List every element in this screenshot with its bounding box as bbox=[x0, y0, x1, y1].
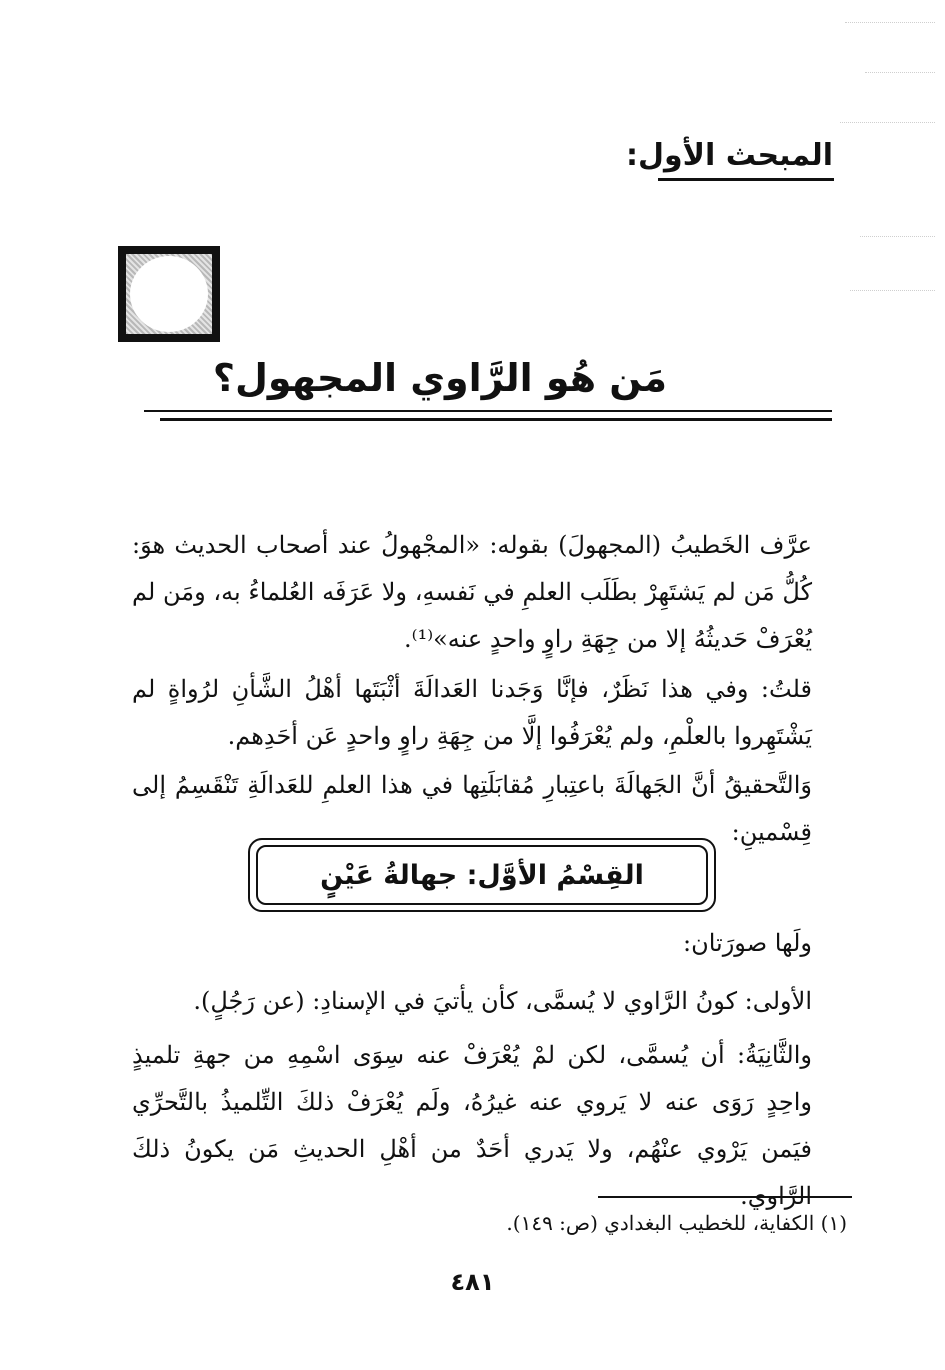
page-number: ٤٨١ bbox=[450, 1268, 495, 1296]
footnote: (١) الكفاية، للخطيب البغدادي (ص: ١٤٩). bbox=[506, 1211, 847, 1235]
paragraph-first-form: الأولى: كونُ الرَّاوي لا يُسمَّى، كأن يأتيَ في الإسنادِ: (عن رَجُلٍ). bbox=[193, 987, 812, 1015]
subsection-box bbox=[248, 838, 716, 912]
title-rule-top bbox=[144, 410, 832, 412]
footnote-separator bbox=[598, 1196, 852, 1198]
ornament-frame-icon bbox=[118, 246, 220, 342]
title-rule-bottom bbox=[160, 418, 832, 421]
paragraph-division: وَالتَّحقيقُ أنَّ الجَهالَةَ باعتِبارِ مُقابَلَتِها في هذا العلمِ للعَدالَةِ تَنْقَسِمُ إلى قِسْمينِ: bbox=[132, 771, 812, 846]
paragraph-forms-intro: ولَها صورَتان: bbox=[683, 929, 812, 957]
paragraph-critique: قلتُ: وفي هذا نَظَرٌ، فإنَّا وَجَدنا العَدالَةَ أثْبَتَها أهْلُ الشَّأنِ لرُواةٍ لم يَشْتَهِروا بالعلْمِ، ولم يُعْرَفُوا إلَّا من جِهَةِ راوٍ واحدٍ عَن أحَدِهم. bbox=[132, 675, 812, 750]
section-underline bbox=[658, 178, 834, 181]
subsection-title: القِسْمُ الأوَّل: جهالةُ عَيْنٍ bbox=[320, 859, 644, 891]
scan-marks bbox=[835, 10, 935, 330]
paragraph-definition: عرَّف الخَطيبُ (المجهولَ) بقوله: «المجْهولُ عند أصحاب الحديث هوَ: كُلُّ مَن لم يَشتَهِرْ بطَلَب العلمِ في نَفسهِ، ولا عَرَفَه العُلماءُ به، ومَن لم يُعْرَفْ حَديثُهُ إلا من جِهَةِ راوٍ واحدٍ عنه»⁽¹⁾. bbox=[132, 531, 812, 653]
paragraph-second-form: والثَّانِيَةُ: أن يُسمَّى، لكن لمْ يُعْرَفْ عنه سِوَى اسْمِهِ من جهةِ تلميذٍ واحِدٍ رَوَى عنه لا يَروي عنه غيرُهُ، ولَم يُعْرَفْ ذلكَ التِّلميذُ بالتَّحرِّي فيَمن يَرْوي عنْهُم، ولا يَدري أحَدٌ من أهْلِ الحديثِ مَن يكونُ ذلكَ الرَّاوي. bbox=[132, 1041, 812, 1210]
section-label: المبحث الأول: bbox=[625, 138, 833, 173]
chapter-title: مَن هُو الرَّاوي المجهول؟ bbox=[212, 356, 667, 400]
